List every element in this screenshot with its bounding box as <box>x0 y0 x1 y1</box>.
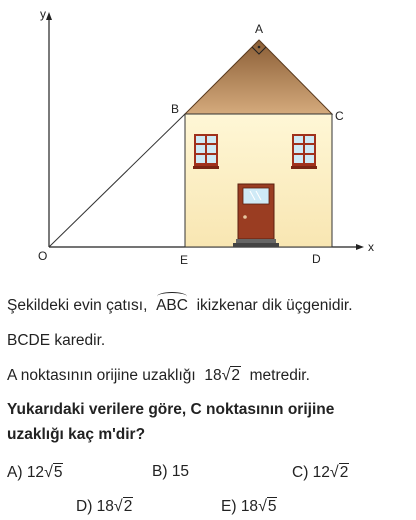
option-d-label: D) <box>76 498 93 515</box>
value-coef: 18 <box>204 367 222 384</box>
value-18-root-2 <box>204 366 241 386</box>
option-d-value <box>97 497 134 516</box>
question-line-1 <box>7 400 334 420</box>
option-a[interactable] <box>7 463 63 482</box>
option-c-coef: 12 <box>312 464 330 481</box>
option-c-rad: 2 <box>339 464 349 481</box>
statement-roof-pre: Şekildeki evin çatısı, <box>7 297 148 314</box>
statement-roof-post: ikizkenar dik üçgenidir. <box>196 297 353 314</box>
sqrt-icon: √ <box>221 367 231 384</box>
axis-x-label: x <box>368 240 374 254</box>
option-a-value <box>27 463 64 482</box>
option-a-label: A) <box>7 464 23 481</box>
option-c[interactable] <box>292 463 349 482</box>
option-e-label: E) <box>221 498 237 515</box>
sqrt-icon: √ <box>329 464 339 481</box>
question-text-1: Yukarıdaki verilere göre, C noktasının orijine <box>7 401 335 418</box>
question-line-2 <box>7 425 145 445</box>
point-o-label: O <box>38 249 48 263</box>
y-axis-arrow-icon <box>46 12 52 20</box>
option-b-value: 15 <box>171 463 190 480</box>
option-e[interactable] <box>221 497 277 516</box>
point-e-label: E <box>180 253 189 267</box>
statement-roof <box>7 296 353 316</box>
statement-square-text: BCDE karedir. <box>7 332 106 349</box>
right-angle-dot <box>258 46 261 49</box>
sqrt-icon: √ <box>44 464 53 481</box>
option-a-rad: 5 <box>53 464 63 481</box>
point-d-label: D <box>312 252 321 266</box>
option-b[interactable] <box>152 463 189 481</box>
statement-distance <box>7 366 310 386</box>
statement-distance-pre: A noktasının orijine uzaklığı <box>7 367 196 384</box>
axis-y-label: y <box>40 7 46 21</box>
segment-ob <box>49 114 185 247</box>
arc-abc: ABC <box>156 297 188 314</box>
option-c-label: C) <box>292 464 309 481</box>
x-axis-arrow-icon <box>356 244 364 250</box>
roof-triangle <box>185 40 332 114</box>
right-window <box>291 134 317 169</box>
statement-distance-post: metredir. <box>249 367 310 384</box>
point-c-label: C <box>335 109 344 123</box>
option-d-rad: 2 <box>123 498 133 515</box>
question-text-2: uzaklığı kaç m'dir? <box>7 426 146 443</box>
option-e-value <box>241 497 278 516</box>
option-d[interactable] <box>76 497 133 516</box>
point-b-label: B <box>171 102 180 116</box>
left-window <box>193 134 219 169</box>
option-e-coef: 18 <box>240 498 259 515</box>
sqrt-icon: √ <box>258 498 267 515</box>
option-b-label: B) <box>152 463 168 480</box>
value-rad: 2 <box>231 367 240 384</box>
option-d-coef: 18 <box>96 498 114 515</box>
door <box>233 184 279 247</box>
option-e-rad: 5 <box>267 498 277 515</box>
sqrt-icon: √ <box>113 498 123 515</box>
option-c-value <box>313 463 350 482</box>
point-a-label: A <box>255 22 264 36</box>
option-a-coef: 12 <box>26 464 45 481</box>
statement-square <box>7 331 105 351</box>
